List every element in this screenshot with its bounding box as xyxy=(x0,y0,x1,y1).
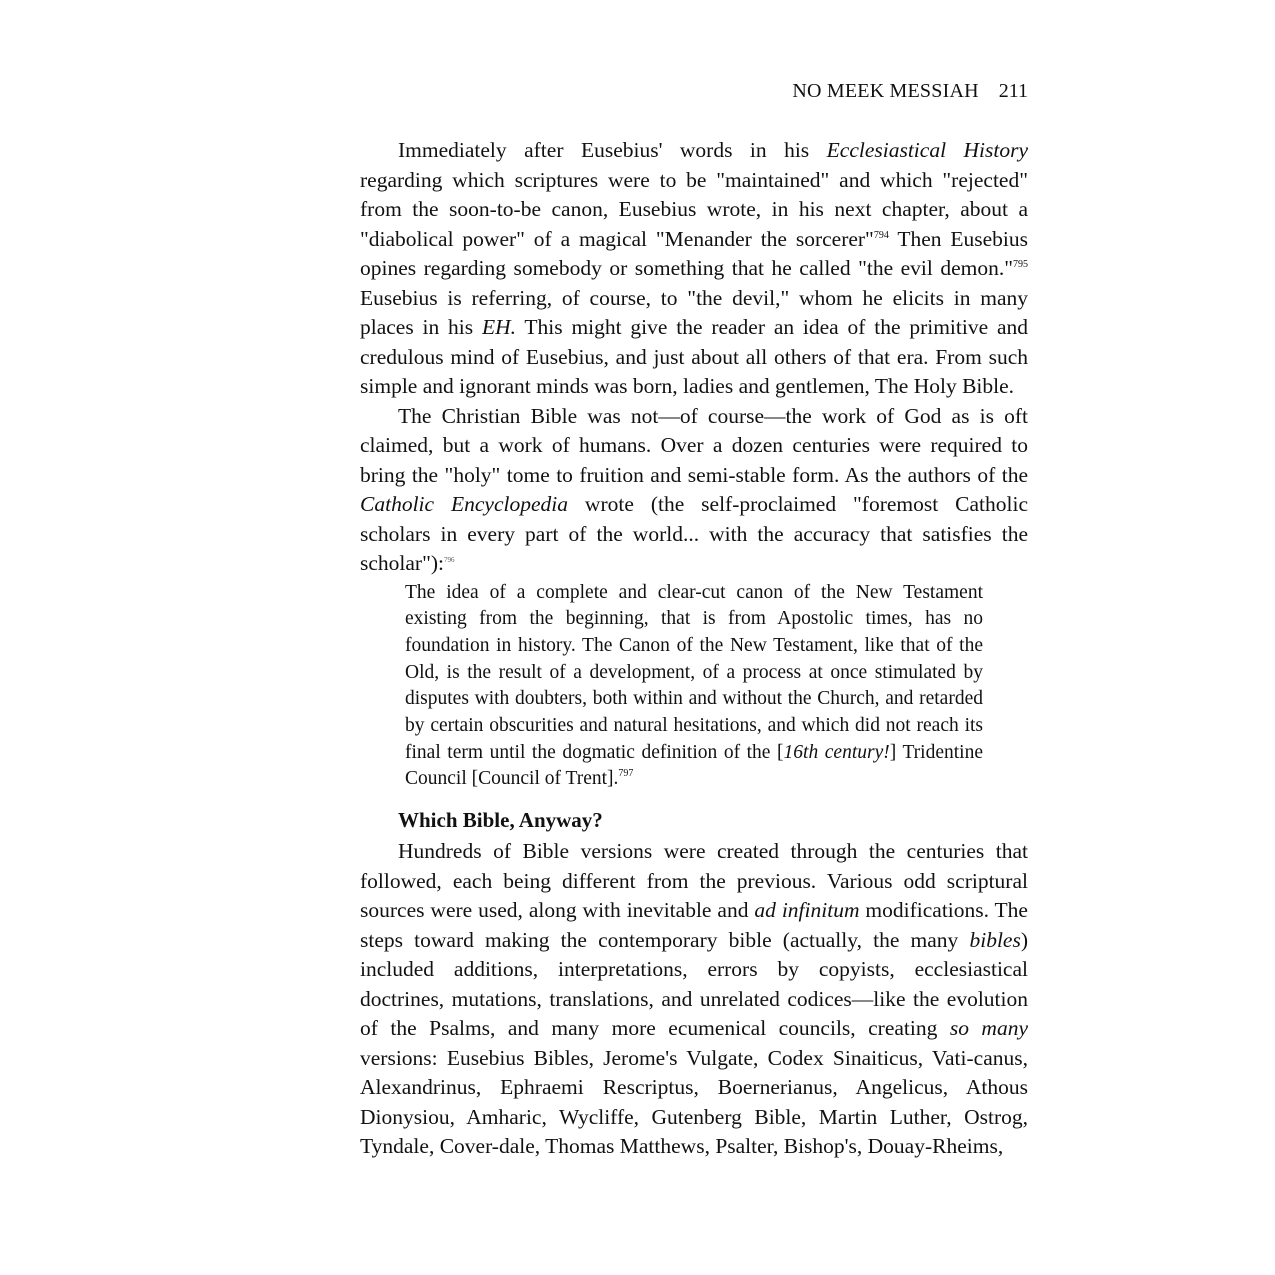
footnote-ref: 797 xyxy=(618,768,634,780)
section-heading: Which Bible, Anyway? xyxy=(398,808,603,833)
running-header xyxy=(360,77,1028,105)
italic-word: bibles xyxy=(969,927,1021,952)
italic-title: Ecclesiastical History xyxy=(826,138,1028,162)
book-title: NO MEEK MESSIAH xyxy=(792,80,979,102)
text-run: The idea of a complete and clear-cut canon of the New Testament existing from the beginning, that is from Apostolic times, has no foundation in history. The Canon of the New Testament, like that of the Old, is the result of a development, of a process at once stimulated by disputes with doubters, both within and without the Church, and retarded by certain obscurities and natural hesitations, and which did not reach its final term until the dogmatic definition of the [ xyxy=(405,581,983,763)
text-run: The Christian Bible was not—of course—the work of God as is oft claimed, but a work of humans. Over a dozen centuries were required to bring the "holy" tome to fruition and semi-stable form. As the authors of the xyxy=(360,403,1028,487)
text-run: wrote (the self-proclaimed "foremost Catholic scholars in every part of the world... with the accuracy that satisfies the scholar"): xyxy=(360,492,1028,575)
text-run: modifications. The steps toward making the contemporary bible (actually, the many xyxy=(360,898,1028,952)
text-run: ) included additions, interpretations, errors by copyists, ecclesiastical doctrines, mutations, translations, and unrelated codices—like the evolution of the Psalms, and many more ecumenical councils, creating xyxy=(360,927,1028,1041)
italic-title: Catholic Encyclopedia xyxy=(360,492,568,516)
paragraph-christian-bible xyxy=(360,402,1028,579)
text-run: Hundreds of Bible versions were created through the centuries that followed, each being different from the previous. Various odd scriptural sources were used, along with inevitable and xyxy=(360,839,1028,923)
italic-aside: 16th century! xyxy=(783,741,890,763)
paragraph-bible-versions xyxy=(360,837,1028,1162)
text-run: Eusebius is referring, of course, to "the devil," whom he elicits in many places in his xyxy=(360,285,1028,339)
page-number: 211 xyxy=(998,80,1028,102)
block-quote xyxy=(405,580,983,794)
footnote-ref: 795 xyxy=(1013,259,1028,270)
italic-phrase: so many xyxy=(949,1016,1029,1041)
text-run: regarding which scriptures were to be "maintained" and which "rejected" from the soon-to-be canon, Eusebius wrote, in his next chapter, about a "diabolical power" of a magical "Menander the sorcerer" xyxy=(360,167,1028,251)
text-run: Immediately after Eusebius' words in his xyxy=(398,138,827,162)
footnote-ref: 794 xyxy=(873,229,889,241)
text-run: Then Eusebius opines regarding somebody or something that he called "the evil demon." xyxy=(360,226,1029,280)
paragraph-eusebius xyxy=(360,136,1028,402)
footnote-ref: 796 xyxy=(444,556,455,564)
text-run: This might give the reader an idea of the primitive and credulous mind of Eusebius, and just about all others of that era. From such simple and ignorant minds was born, ladies and gentlemen, The Holy Bible. xyxy=(360,315,1028,398)
italic-abbrev: EH. xyxy=(481,315,516,339)
text-run: versions: Eusebius Bibles, Jerome's Vulgate, Codex Sinaiticus, Vati-canus, Alexandrinus, Ephraemi Rescriptus, Boernerianus, Angelicus, Athous Dionysiou, Amharic, Wycliffe, Gutenberg Bible, Martin Luther, Ostrog, Tyndale, Cover-dale, Thomas Matthews, Psalter, Bishop's, Douay-Rheims, xyxy=(360,1045,1028,1159)
italic-phrase: ad infinitum xyxy=(754,898,860,923)
body-text xyxy=(360,136,1028,1162)
text-run: ] Tridentine Council [Council of Trent]. xyxy=(405,741,983,790)
